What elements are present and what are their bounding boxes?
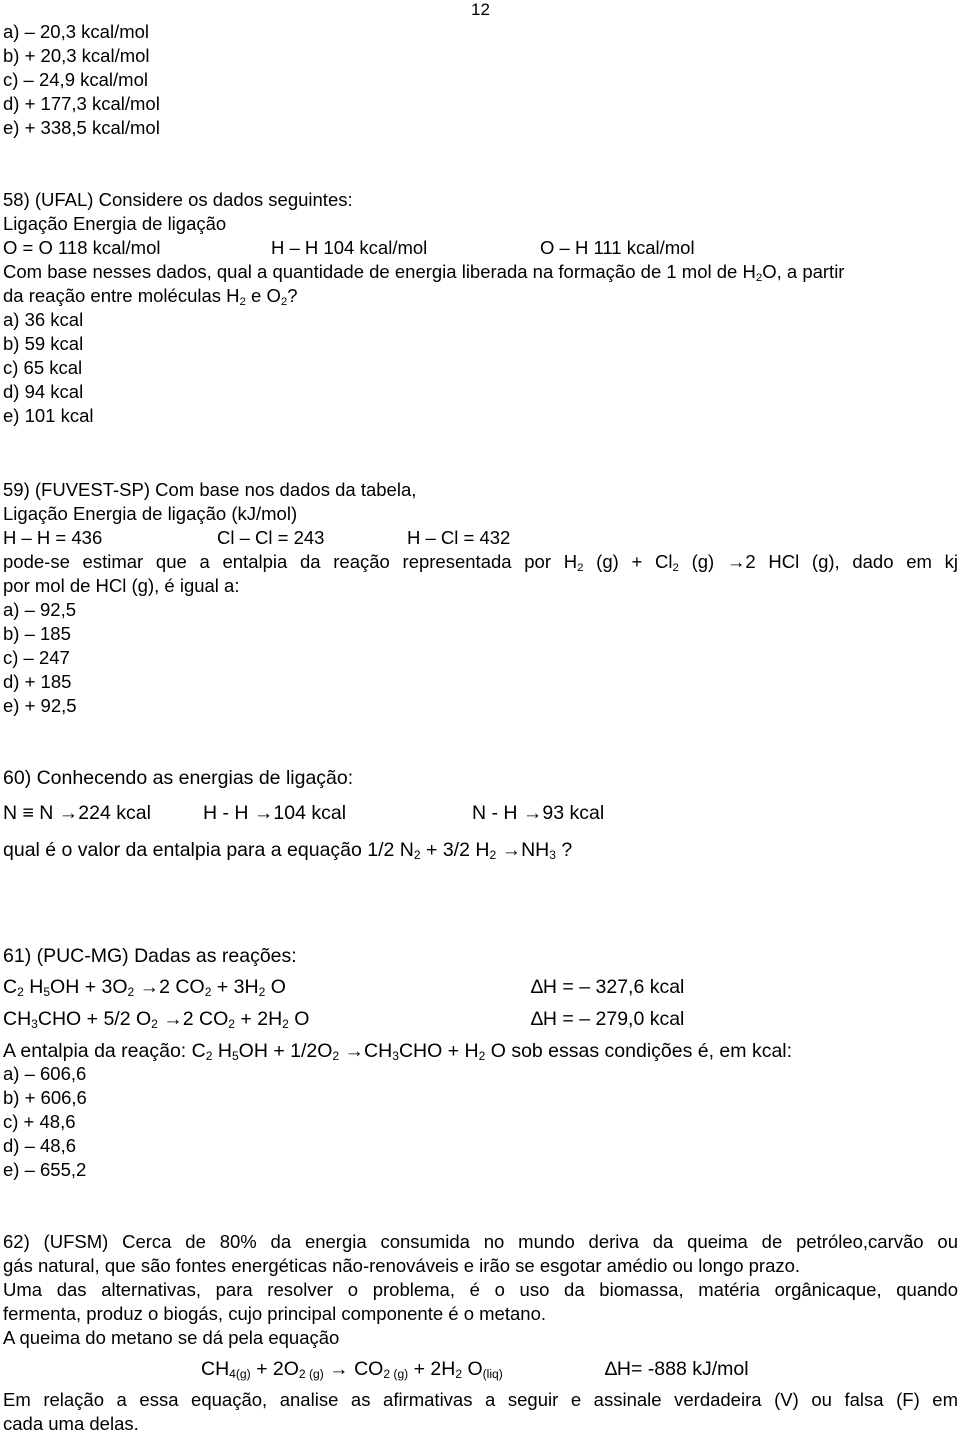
q61-title: 61) (PUC-MG) Dadas as reações: (3, 945, 297, 967)
q62-paragraph-1-line-1: 62) (UFSM) Cerca de 80% da energia consumida no mundo deriva da queima de petróleo,carvão ou (3, 1231, 958, 1252)
q58-title: 58) (UFAL) Considere os dados seguintes: (3, 189, 353, 210)
q62-paragraph-4-line-1: Em relação a essa equação, analise as afirmativas a seguir e assinale verdadeira (V) ou falsa (F) em (3, 1389, 958, 1410)
q62-paragraph-4-line-2: cada uma delas. (3, 1413, 139, 1434)
q61-reaction-1-enthalpy: ∆H = – 327,6 kcal (531, 976, 685, 998)
q61-option-a: a) – 606,6 (3, 1063, 87, 1084)
page-number: 12 (471, 0, 490, 19)
q59-option-a: a) – 92,5 (3, 599, 77, 620)
q60-question: qual é o valor da entalpia para a equação 1/2 $N_2 + 3/2$ $H_2 \to NH_3$ ? (3, 839, 573, 863)
q60-title: 60) Conhecendo as energias de ligação: (3, 767, 354, 789)
q57-option-b: b) + 20,3 kcal/mol (3, 45, 150, 66)
q60-bond-3: N - H →93 kcal (472, 802, 605, 824)
q62-paragraph-2-line-1: Uma das alternativas, para resolver o problema, é o uso da biomassa, matéria orgânicaque, quando (3, 1279, 958, 1300)
q62-paragraph-1-line-2: gás natural, que são fontes energéticas não-renováveis e irão se esgotar amédio ou longo prazo. (3, 1255, 801, 1276)
q58-option-a: a) 36 kcal (3, 309, 84, 330)
q59-bond-1: H – H = 436 (3, 527, 103, 548)
q60-bond-1: N ≡ N →224 kcal (3, 802, 151, 824)
q59-title: 59) (FUVEST-SP) Com base nos dados da tabela, (3, 479, 417, 500)
q57-option-d: d) + 177,3 kcal/mol (3, 93, 160, 114)
q62-paragraph-3: A queima do metano se dá pela equação (3, 1327, 340, 1348)
q59-option-d: d) + 185 (3, 671, 72, 692)
q61-reaction-2: $CH_3CHO + 5/2$ $O_2 \to 2$ $CO_2 + 2H_2$ O (3, 1008, 310, 1032)
q57-option-a: a) – 20,3 kcal/mol (3, 21, 150, 42)
q61-option-e: e) – 655,2 (3, 1159, 87, 1180)
q59-bond-3: H – Cl = 432 (407, 527, 511, 548)
q58-bond-3: O – H 111 kcal/mol (540, 237, 695, 258)
q59-bond-2: Cl – Cl = 243 (217, 527, 325, 548)
q62-equation-enthalpy: ∆H= -888 kJ/mol (605, 1358, 749, 1380)
q61-option-b: b) + 606,6 (3, 1087, 87, 1108)
q61-option-d: d) – 48,6 (3, 1135, 77, 1156)
q58-option-c: c) 65 kcal (3, 357, 83, 378)
q57-option-e: e) + 338,5 kcal/mol (3, 117, 160, 138)
q58-question-line-1: Com base nesses dados, qual a quantidade de energia liberada na formação de 1 mol de $H_2O$, a partir (3, 261, 845, 284)
q58-bond-1: O = O 118 kcal/mol (3, 237, 161, 258)
q59-table-header: Ligação Energia de ligação (kJ/mol) (3, 503, 298, 524)
q61-option-c: c) + 48,6 (3, 1111, 76, 1132)
q58-option-b: b) 59 kcal (3, 333, 84, 354)
q60-bond-2: H - H →104 kcal (203, 802, 347, 824)
q57-option-c: c) – 24,9 kcal/mol (3, 69, 148, 90)
q59-question-line-1: pode-se estimar que a entalpia da reação representada por $H_2$ $(g) + Cl_2$ (g) →2 HCl (g), dado em kj (3, 551, 958, 574)
q58-bond-2: H – H 104 kcal/mol (271, 237, 428, 258)
q62-paragraph-2-line-2: fermenta, produz o biogás, cujo principal componente é o metano. (3, 1303, 546, 1324)
q58-option-d: d) 94 kcal (3, 381, 84, 402)
q61-reaction-2-enthalpy: ∆H = – 279,0 kcal (531, 1008, 685, 1030)
q59-option-e: e) + 92,5 (3, 695, 77, 716)
q61-question: A entalpia da reação: $C_2$ $H_5OH + 1/2O_2 \to CH_3CHO + H_2$ O sob essas condições é, em kcal: (3, 1040, 793, 1064)
q61-reaction-1: $C_2$ $H_5OH + 3O_2 \to 2$ $CO_2 + 3H_2$ O (3, 976, 286, 1000)
q62-equation: $CH_{4(g)} + 2O_{2 (g)} \to CO_{2 (g)} + 2H_2$ $O_{(liq)}$ (201, 1358, 503, 1382)
q59-option-b: b) – 185 (3, 623, 71, 644)
q58-option-e: e) 101 kcal (3, 405, 94, 426)
q59-option-c: c) – 247 (3, 647, 70, 668)
q59-question-line-2: por mol de HCl (g), é igual a: (3, 575, 240, 596)
q58-table-header: Ligação Energia de ligação (3, 213, 227, 234)
q58-question-line-2: da reação entre moléculas $H_2$ e $O_2$? (3, 285, 298, 308)
